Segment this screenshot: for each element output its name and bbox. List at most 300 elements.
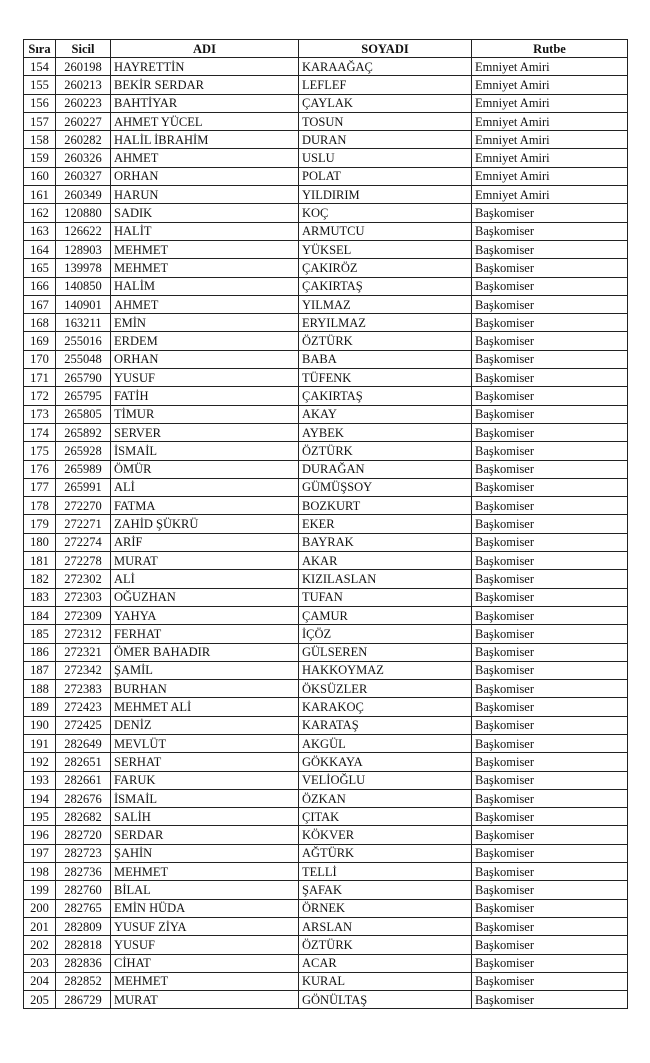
cell-sicil: 282760 [56, 881, 111, 899]
cell-soyadi: ÇITAK [299, 808, 472, 826]
cell-sicil: 128903 [56, 240, 111, 258]
cell-rutbe: Emniyet Amiri [472, 76, 628, 94]
cell-soyadi: ACAR [299, 954, 472, 972]
cell-adi: SADIK [111, 204, 299, 222]
cell-soyadi: İÇÖZ [299, 625, 472, 643]
table-row [24, 277, 628, 295]
table-body [24, 58, 628, 1009]
cell-rutbe: Emniyet Amiri [472, 112, 628, 130]
cell-sira: 162 [24, 204, 56, 222]
cell-sicil: 282723 [56, 844, 111, 862]
cell-adi: MEVLÜT [111, 734, 299, 752]
cell-sicil: 260198 [56, 58, 111, 76]
table-row [24, 643, 628, 661]
cell-sicil: 265989 [56, 460, 111, 478]
table-row [24, 606, 628, 624]
table-row [24, 899, 628, 917]
cell-adi: BURHAN [111, 680, 299, 698]
cell-sicil: 282651 [56, 753, 111, 771]
cell-rutbe: Başkomiser [472, 240, 628, 258]
cell-sicil: 120880 [56, 204, 111, 222]
cell-sira: 188 [24, 680, 56, 698]
cell-adi: CİHAT [111, 954, 299, 972]
cell-sira: 163 [24, 222, 56, 240]
cell-sicil: 139978 [56, 259, 111, 277]
cell-soyadi: AKAY [299, 405, 472, 423]
cell-rutbe: Başkomiser [472, 515, 628, 533]
table-row [24, 698, 628, 716]
cell-adi: BİLAL [111, 881, 299, 899]
cell-sira: 159 [24, 149, 56, 167]
cell-soyadi: ARMUTCU [299, 222, 472, 240]
cell-adi: BEKİR SERDAR [111, 76, 299, 94]
cell-sicil: 260213 [56, 76, 111, 94]
cell-adi: İSMAİL [111, 442, 299, 460]
cell-sira: 169 [24, 332, 56, 350]
cell-rutbe: Başkomiser [472, 972, 628, 990]
cell-soyadi: ÇAKIRTAŞ [299, 277, 472, 295]
cell-adi: BAHTİYAR [111, 94, 299, 112]
cell-adi: MEHMET [111, 972, 299, 990]
cell-sira: 176 [24, 460, 56, 478]
table-row [24, 58, 628, 76]
table-row [24, 789, 628, 807]
cell-sicil: 260223 [56, 94, 111, 112]
cell-sira: 190 [24, 716, 56, 734]
table-row [24, 954, 628, 972]
cell-rutbe: Başkomiser [472, 954, 628, 972]
table-row [24, 240, 628, 258]
cell-sira: 173 [24, 405, 56, 423]
cell-rutbe: Başkomiser [472, 716, 628, 734]
cell-rutbe: Başkomiser [472, 680, 628, 698]
cell-sira: 155 [24, 76, 56, 94]
cell-rutbe: Başkomiser [472, 442, 628, 460]
cell-rutbe: Başkomiser [472, 533, 628, 551]
cell-rutbe: Başkomiser [472, 497, 628, 515]
cell-rutbe: Başkomiser [472, 552, 628, 570]
cell-adi: DENİZ [111, 716, 299, 734]
cell-soyadi: TUFAN [299, 588, 472, 606]
cell-soyadi: EKER [299, 515, 472, 533]
cell-rutbe: Başkomiser [472, 295, 628, 313]
cell-soyadi: GÜLSEREN [299, 643, 472, 661]
table-row [24, 442, 628, 460]
cell-sicil: 282836 [56, 954, 111, 972]
cell-soyadi: ÇAMUR [299, 606, 472, 624]
cell-sira: 200 [24, 899, 56, 917]
cell-soyadi: ÇAYLAK [299, 94, 472, 112]
cell-soyadi: VELİOĞLU [299, 771, 472, 789]
cell-adi: FERHAT [111, 625, 299, 643]
cell-rutbe: Başkomiser [472, 204, 628, 222]
cell-adi: YUSUF ZİYA [111, 917, 299, 935]
table-row [24, 515, 628, 533]
cell-adi: AHMET [111, 149, 299, 167]
cell-soyadi: YILDIRIM [299, 186, 472, 204]
cell-adi: SERVER [111, 423, 299, 441]
cell-rutbe: Başkomiser [472, 991, 628, 1009]
cell-soyadi: GÖNÜLTAŞ [299, 991, 472, 1009]
cell-adi: FARUK [111, 771, 299, 789]
cell-adi: ÖMÜR [111, 460, 299, 478]
cell-sira: 184 [24, 606, 56, 624]
cell-rutbe: Başkomiser [472, 899, 628, 917]
cell-soyadi: LEFLEF [299, 76, 472, 94]
cell-rutbe: Başkomiser [472, 808, 628, 826]
table-row [24, 295, 628, 313]
cell-sicil: 163211 [56, 314, 111, 332]
cell-adi: ŞAHİN [111, 844, 299, 862]
cell-adi: ALİ [111, 570, 299, 588]
cell-sicil: 140850 [56, 277, 111, 295]
cell-soyadi: ÖRNEK [299, 899, 472, 917]
cell-sicil: 265795 [56, 387, 111, 405]
cell-soyadi: YILMAZ [299, 295, 472, 313]
cell-rutbe: Başkomiser [472, 222, 628, 240]
cell-rutbe: Başkomiser [472, 881, 628, 899]
cell-adi: ORHAN [111, 167, 299, 185]
cell-sicil: 260326 [56, 149, 111, 167]
cell-sicil: 260282 [56, 131, 111, 149]
cell-soyadi: KOÇ [299, 204, 472, 222]
table-row [24, 204, 628, 222]
table-row [24, 259, 628, 277]
cell-sicil: 272302 [56, 570, 111, 588]
table-row [24, 149, 628, 167]
cell-adi: HALİM [111, 277, 299, 295]
cell-adi: ÖMER BAHADIR [111, 643, 299, 661]
cell-rutbe: Emniyet Amiri [472, 58, 628, 76]
cell-adi: EMİN HÜDA [111, 899, 299, 917]
cell-soyadi: KARATAŞ [299, 716, 472, 734]
cell-sicil: 272271 [56, 515, 111, 533]
cell-soyadi: KARAKOÇ [299, 698, 472, 716]
cell-rutbe: Başkomiser [472, 698, 628, 716]
cell-soyadi: TELLİ [299, 863, 472, 881]
table-row [24, 588, 628, 606]
table-row [24, 423, 628, 441]
table-row [24, 661, 628, 679]
cell-soyadi: DURAĞAN [299, 460, 472, 478]
cell-sira: 165 [24, 259, 56, 277]
cell-rutbe: Emniyet Amiri [472, 94, 628, 112]
cell-rutbe: Başkomiser [472, 460, 628, 478]
header-sicil: Sicil [56, 40, 111, 58]
table-row [24, 314, 628, 332]
cell-rutbe: Başkomiser [472, 661, 628, 679]
table-row [24, 734, 628, 752]
cell-adi: İSMAİL [111, 789, 299, 807]
table-row [24, 460, 628, 478]
cell-adi: ŞAMİL [111, 661, 299, 679]
cell-rutbe: Emniyet Amiri [472, 131, 628, 149]
cell-adi: HALİT [111, 222, 299, 240]
cell-sira: 175 [24, 442, 56, 460]
table-row [24, 753, 628, 771]
cell-sicil: 286729 [56, 991, 111, 1009]
table-row [24, 881, 628, 899]
cell-rutbe: Başkomiser [472, 643, 628, 661]
cell-soyadi: ÖZTÜRK [299, 442, 472, 460]
cell-sira: 157 [24, 112, 56, 130]
cell-rutbe: Başkomiser [472, 423, 628, 441]
cell-sicil: 265991 [56, 478, 111, 496]
cell-rutbe: Başkomiser [472, 369, 628, 387]
cell-sira: 181 [24, 552, 56, 570]
cell-sicil: 272303 [56, 588, 111, 606]
cell-soyadi: ARSLAN [299, 917, 472, 935]
cell-soyadi: ERYILMAZ [299, 314, 472, 332]
cell-sicil: 272278 [56, 552, 111, 570]
cell-rutbe: Başkomiser [472, 844, 628, 862]
cell-soyadi: USLU [299, 149, 472, 167]
personnel-list-page [23, 39, 627, 1009]
cell-soyadi: DURAN [299, 131, 472, 149]
cell-soyadi: KÖKVER [299, 826, 472, 844]
cell-soyadi: ŞAFAK [299, 881, 472, 899]
cell-sira: 203 [24, 954, 56, 972]
cell-sira: 177 [24, 478, 56, 496]
cell-rutbe: Başkomiser [472, 625, 628, 643]
cell-sira: 161 [24, 186, 56, 204]
cell-sira: 168 [24, 314, 56, 332]
cell-adi: HARUN [111, 186, 299, 204]
cell-sira: 182 [24, 570, 56, 588]
table-row [24, 533, 628, 551]
cell-adi: HAYRETTİN [111, 58, 299, 76]
table-row [24, 936, 628, 954]
cell-sira: 187 [24, 661, 56, 679]
cell-sicil: 265790 [56, 369, 111, 387]
cell-rutbe: Başkomiser [472, 277, 628, 295]
cell-adi: MURAT [111, 991, 299, 1009]
table-row [24, 222, 628, 240]
cell-sira: 205 [24, 991, 56, 1009]
cell-sicil: 272270 [56, 497, 111, 515]
cell-adi: ERDEM [111, 332, 299, 350]
cell-soyadi: ÖKSÜZLER [299, 680, 472, 698]
header-sira: Sıra [24, 40, 56, 58]
cell-rutbe: Başkomiser [472, 771, 628, 789]
cell-soyadi: KURAL [299, 972, 472, 990]
cell-sira: 160 [24, 167, 56, 185]
cell-adi: MEHMET ALİ [111, 698, 299, 716]
cell-sira: 196 [24, 826, 56, 844]
cell-sira: 167 [24, 295, 56, 313]
table-row [24, 387, 628, 405]
cell-sicil: 255016 [56, 332, 111, 350]
cell-sicil: 272309 [56, 606, 111, 624]
table-row [24, 625, 628, 643]
cell-rutbe: Başkomiser [472, 753, 628, 771]
cell-sira: 189 [24, 698, 56, 716]
table-row [24, 369, 628, 387]
cell-soyadi: KIZILASLAN [299, 570, 472, 588]
cell-sicil: 126622 [56, 222, 111, 240]
cell-sira: 185 [24, 625, 56, 643]
cell-sira: 199 [24, 881, 56, 899]
cell-adi: MURAT [111, 552, 299, 570]
table-row [24, 332, 628, 350]
cell-sira: 202 [24, 936, 56, 954]
cell-adi: YUSUF [111, 936, 299, 954]
cell-sicil: 265892 [56, 423, 111, 441]
cell-sira: 172 [24, 387, 56, 405]
cell-soyadi: BAYRAK [299, 533, 472, 551]
cell-sicil: 282720 [56, 826, 111, 844]
cell-sira: 195 [24, 808, 56, 826]
cell-soyadi: ÇAKIRÖZ [299, 259, 472, 277]
cell-soyadi: KARAAĞAÇ [299, 58, 472, 76]
cell-soyadi: BOZKURT [299, 497, 472, 515]
cell-adi: FATMA [111, 497, 299, 515]
cell-sira: 164 [24, 240, 56, 258]
table-row [24, 497, 628, 515]
table-row [24, 826, 628, 844]
cell-sicil: 282765 [56, 899, 111, 917]
cell-sicil: 282682 [56, 808, 111, 826]
cell-sira: 166 [24, 277, 56, 295]
cell-adi: HALİL İBRAHİM [111, 131, 299, 149]
cell-soyadi: YÜKSEL [299, 240, 472, 258]
cell-sira: 178 [24, 497, 56, 515]
table-row [24, 972, 628, 990]
table-row [24, 76, 628, 94]
cell-soyadi: ÇAKIRTAŞ [299, 387, 472, 405]
table-row [24, 991, 628, 1009]
cell-sicil: 272383 [56, 680, 111, 698]
table-row [24, 808, 628, 826]
cell-sicil: 272342 [56, 661, 111, 679]
cell-adi: TİMUR [111, 405, 299, 423]
cell-rutbe: Başkomiser [472, 789, 628, 807]
cell-rutbe: Başkomiser [472, 734, 628, 752]
table-row [24, 570, 628, 588]
cell-adi: MEHMET [111, 863, 299, 881]
cell-soyadi: HAKKOYMAZ [299, 661, 472, 679]
cell-adi: YAHYA [111, 606, 299, 624]
table-row [24, 131, 628, 149]
cell-sira: 156 [24, 94, 56, 112]
cell-adi: ORHAN [111, 350, 299, 368]
table-row [24, 771, 628, 789]
cell-rutbe: Başkomiser [472, 332, 628, 350]
table-row [24, 94, 628, 112]
table-row [24, 112, 628, 130]
cell-sicil: 272423 [56, 698, 111, 716]
cell-sicil: 272425 [56, 716, 111, 734]
cell-sira: 174 [24, 423, 56, 441]
cell-sira: 154 [24, 58, 56, 76]
cell-sicil: 282736 [56, 863, 111, 881]
cell-sira: 171 [24, 369, 56, 387]
personnel-table [23, 39, 628, 1009]
cell-adi: OĞUZHAN [111, 588, 299, 606]
cell-rutbe: Emniyet Amiri [472, 186, 628, 204]
table-row [24, 478, 628, 496]
cell-sira: 194 [24, 789, 56, 807]
table-header [24, 40, 628, 58]
cell-sicil: 282676 [56, 789, 111, 807]
cell-sicil: 140901 [56, 295, 111, 313]
cell-soyadi: AKAR [299, 552, 472, 570]
cell-adi: SERDAR [111, 826, 299, 844]
cell-sicil: 272312 [56, 625, 111, 643]
cell-sicil: 260227 [56, 112, 111, 130]
cell-sicil: 265928 [56, 442, 111, 460]
cell-sira: 197 [24, 844, 56, 862]
header-rutbe: Rutbe [472, 40, 628, 58]
cell-sicil: 255048 [56, 350, 111, 368]
cell-rutbe: Başkomiser [472, 259, 628, 277]
cell-sira: 170 [24, 350, 56, 368]
cell-rutbe: Başkomiser [472, 826, 628, 844]
header-soyadi: SOYADI [299, 40, 472, 58]
cell-adi: ARİF [111, 533, 299, 551]
cell-sicil: 265805 [56, 405, 111, 423]
cell-sicil: 260349 [56, 186, 111, 204]
cell-rutbe: Başkomiser [472, 917, 628, 935]
cell-sicil: 272321 [56, 643, 111, 661]
cell-adi: ALİ [111, 478, 299, 496]
cell-rutbe: Başkomiser [472, 588, 628, 606]
cell-sicil: 282661 [56, 771, 111, 789]
cell-soyadi: ÖZTÜRK [299, 332, 472, 350]
table-row [24, 350, 628, 368]
cell-sicil: 282809 [56, 917, 111, 935]
cell-sicil: 260327 [56, 167, 111, 185]
cell-sira: 183 [24, 588, 56, 606]
table-row [24, 863, 628, 881]
cell-sira: 180 [24, 533, 56, 551]
cell-sira: 191 [24, 734, 56, 752]
table-row [24, 716, 628, 734]
cell-sira: 204 [24, 972, 56, 990]
cell-sira: 179 [24, 515, 56, 533]
cell-soyadi: GÖKKAYA [299, 753, 472, 771]
cell-adi: YUSUF [111, 369, 299, 387]
cell-soyadi: ÖZKAN [299, 789, 472, 807]
cell-rutbe: Başkomiser [472, 478, 628, 496]
cell-rutbe: Başkomiser [472, 570, 628, 588]
table-row [24, 917, 628, 935]
cell-soyadi: GÜMÜŞSOY [299, 478, 472, 496]
table-row [24, 186, 628, 204]
table-row [24, 552, 628, 570]
cell-adi: SERHAT [111, 753, 299, 771]
cell-soyadi: AKGÜL [299, 734, 472, 752]
table-row [24, 680, 628, 698]
cell-sira: 201 [24, 917, 56, 935]
cell-soyadi: AYBEK [299, 423, 472, 441]
cell-rutbe: Başkomiser [472, 606, 628, 624]
cell-sira: 192 [24, 753, 56, 771]
cell-adi: MEHMET [111, 259, 299, 277]
cell-soyadi: POLAT [299, 167, 472, 185]
cell-rutbe: Başkomiser [472, 314, 628, 332]
cell-rutbe: Emniyet Amiri [472, 149, 628, 167]
cell-soyadi: AĞTÜRK [299, 844, 472, 862]
cell-adi: AHMET [111, 295, 299, 313]
cell-sicil: 282649 [56, 734, 111, 752]
cell-rutbe: Başkomiser [472, 863, 628, 881]
cell-sira: 198 [24, 863, 56, 881]
cell-sicil: 272274 [56, 533, 111, 551]
cell-sicil: 282818 [56, 936, 111, 954]
cell-adi: AHMET YÜCEL [111, 112, 299, 130]
header-adi: ADI [111, 40, 299, 58]
